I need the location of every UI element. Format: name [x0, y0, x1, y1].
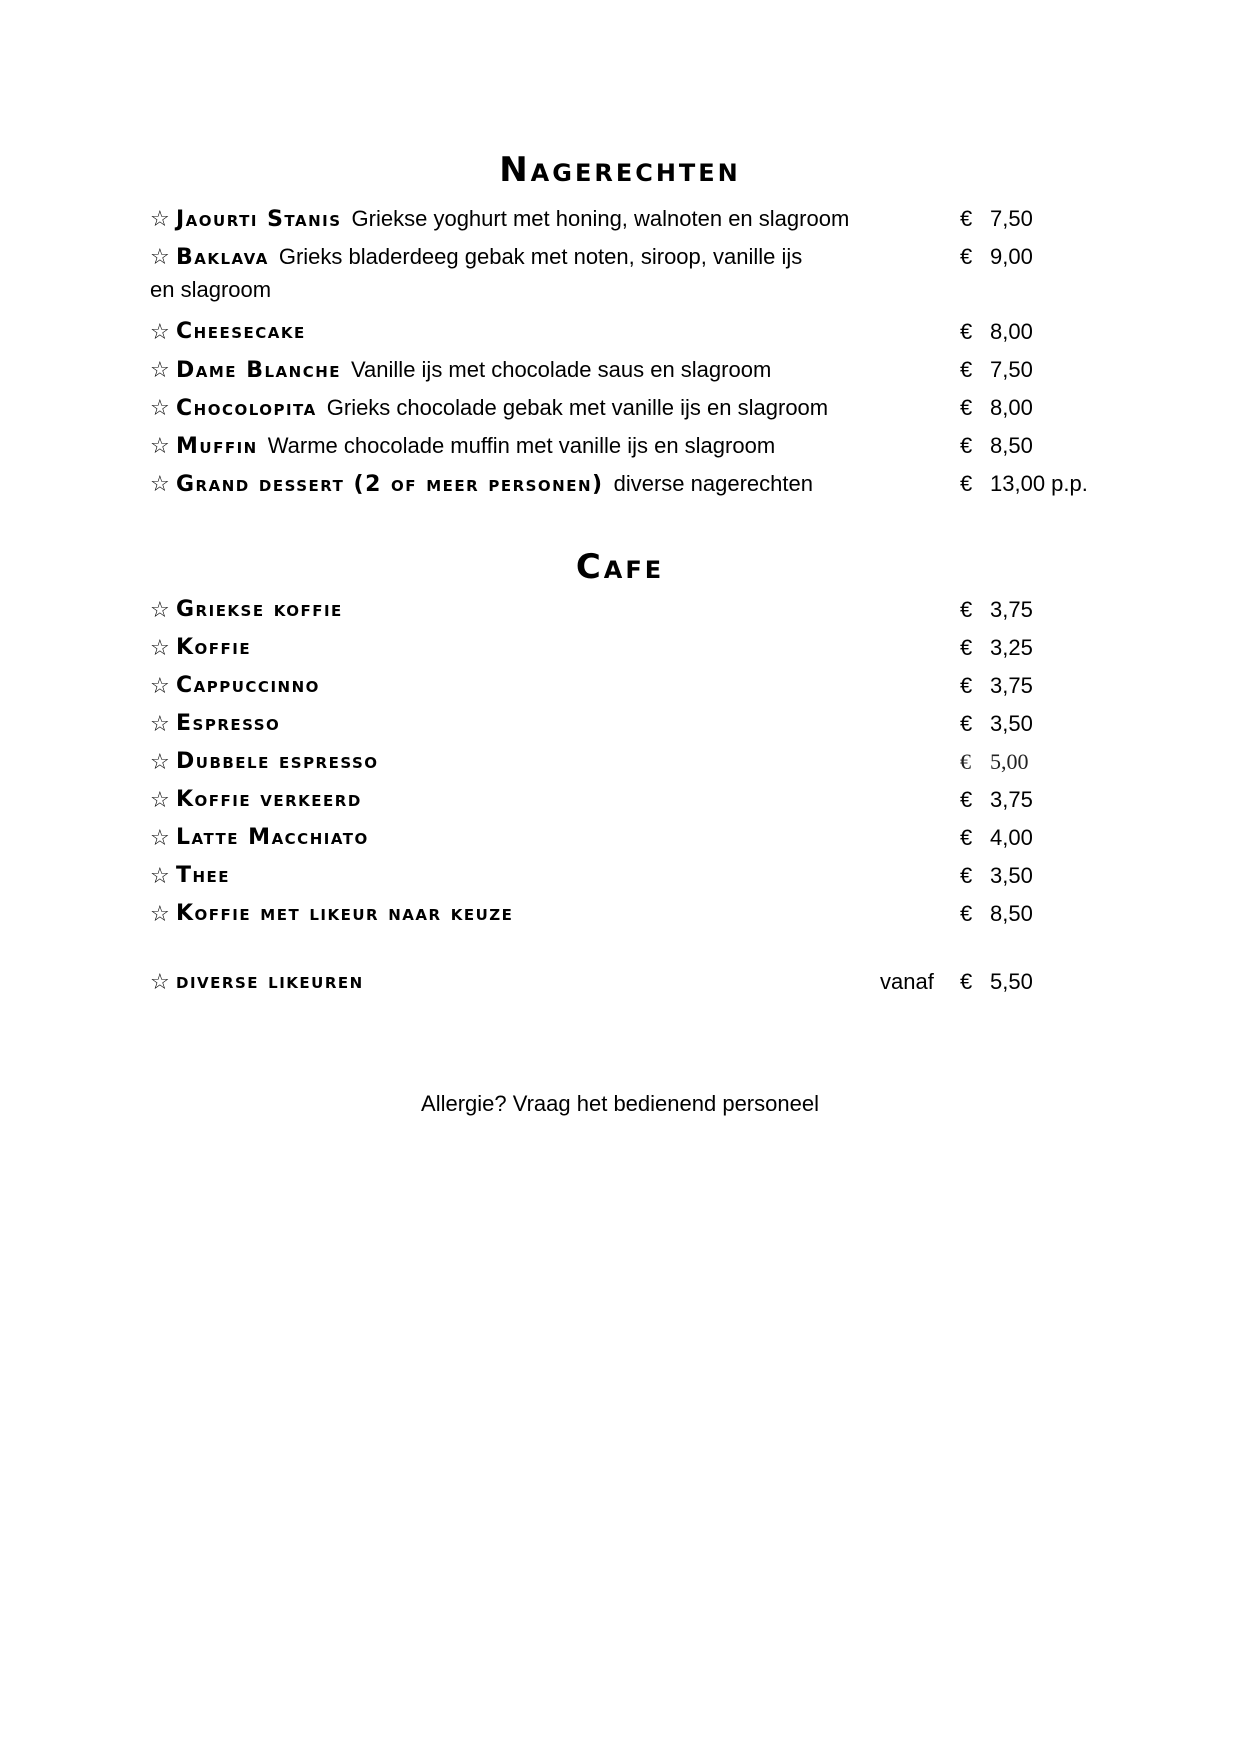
item-description: diverse nagerechten	[613, 471, 813, 496]
item-price: 3,75	[990, 787, 1033, 812]
star-icon: ☆	[150, 320, 170, 345]
menu-item	[150, 430, 1110, 464]
currency-symbol: €	[960, 901, 973, 926]
item-price: 5,50	[990, 969, 1033, 994]
item-description-continued: en slagroom	[150, 277, 272, 302]
item-description: Grieks bladerdeeg gebak met noten, siroop, vanille ijs	[278, 244, 803, 269]
star-icon: ☆	[150, 902, 170, 927]
item-name: Koffie	[176, 635, 252, 660]
item-price: 3,50	[990, 863, 1033, 888]
section-title-desserts: Nagerechten	[499, 150, 741, 190]
item-price: 3,75	[990, 673, 1033, 698]
menu-item	[150, 632, 1110, 666]
menu-item	[150, 594, 1110, 628]
currency-symbol: €	[960, 749, 971, 774]
menu-item	[150, 354, 1110, 388]
currency-symbol: €	[960, 597, 973, 622]
currency-symbol: €	[960, 471, 973, 496]
item-price: 8,50	[990, 901, 1033, 926]
star-icon: ☆	[150, 245, 170, 270]
star-icon: ☆	[150, 970, 170, 995]
menu-item	[150, 784, 1110, 818]
star-icon: ☆	[150, 712, 170, 737]
item-name: Grand dessert (2 of meer personen)	[176, 472, 604, 497]
currency-symbol: €	[960, 787, 973, 812]
item-name: Koffie met likeur naar keuze	[176, 901, 514, 926]
star-icon: ☆	[150, 636, 170, 661]
item-name: Koffie verkeerd	[176, 787, 362, 812]
menu-item	[150, 822, 1110, 856]
item-name: Jaourti Stanis	[176, 207, 342, 232]
star-icon: ☆	[150, 750, 170, 775]
item-price: 8,00	[990, 319, 1033, 344]
menu-item	[150, 860, 1110, 894]
item-name: Dubbele espresso	[176, 749, 379, 774]
item-name: Thee	[176, 863, 231, 888]
star-icon: ☆	[150, 358, 170, 383]
item-description: Griekse yoghurt met honing, walnoten en slagroom	[351, 206, 850, 231]
currency-symbol: €	[960, 673, 973, 698]
item-price: 4,00	[990, 825, 1033, 850]
item-price: 7,50	[990, 206, 1033, 231]
item-price: 5,00	[990, 749, 1029, 774]
currency-symbol: €	[960, 395, 973, 420]
item-price: 3,75	[990, 597, 1033, 622]
star-icon: ☆	[150, 434, 170, 459]
item-name: Dame Blanche	[176, 358, 342, 383]
menu-item	[150, 316, 1110, 350]
star-icon: ☆	[150, 598, 170, 623]
item-name: Chocolopita	[176, 396, 317, 421]
star-icon: ☆	[150, 674, 170, 699]
star-icon: ☆	[150, 207, 170, 232]
menu-item	[150, 203, 1110, 237]
star-icon: ☆	[150, 826, 170, 851]
item-name: Cappuccinno	[176, 673, 320, 698]
menu-item	[150, 241, 1110, 311]
menu-item	[150, 746, 1110, 780]
item-name: Latte Macchiato	[176, 825, 369, 850]
item-price: 3,50	[990, 711, 1033, 736]
item-description: Vanille ijs met chocolade saus en slagroom	[351, 357, 772, 382]
star-icon: ☆	[150, 864, 170, 889]
star-icon: ☆	[150, 472, 170, 497]
currency-symbol: €	[960, 433, 973, 458]
item-name: Baklava	[176, 245, 269, 270]
item-price: 8,50	[990, 433, 1033, 458]
item-price: 13,00 p.p.	[990, 471, 1088, 496]
allergy-note: Allergie? Vraag het bedienend personeel	[421, 1091, 819, 1116]
item-price: 9,00	[990, 244, 1033, 269]
item-description: Grieks chocolade gebak met vanille ijs en slagroom	[326, 395, 829, 420]
item-name: Muffin	[176, 434, 258, 459]
price-prefix: vanaf	[880, 969, 934, 994]
item-name: Espresso	[176, 711, 281, 736]
item-price: 3,25	[990, 635, 1033, 660]
currency-symbol: €	[960, 711, 973, 736]
item-name: Cheesecake	[176, 319, 306, 344]
star-icon: ☆	[150, 788, 170, 813]
currency-symbol: €	[960, 635, 973, 660]
menu-item	[150, 670, 1110, 704]
star-icon: ☆	[150, 396, 170, 421]
currency-symbol: €	[960, 969, 973, 994]
item-price: 8,00	[990, 395, 1033, 420]
currency-symbol: €	[960, 825, 973, 850]
menu-item	[150, 708, 1110, 742]
item-name: diverse likeuren	[176, 969, 364, 994]
item-description: Warme chocolade muffin met vanille ijs en slagroom	[267, 433, 776, 458]
currency-symbol: €	[960, 206, 973, 231]
currency-symbol: €	[960, 244, 973, 269]
item-name: Griekse koffie	[176, 597, 343, 622]
menu-item	[150, 392, 1110, 426]
menu-item-liqueurs	[150, 966, 1110, 1000]
currency-symbol: €	[960, 319, 973, 344]
menu-item	[150, 898, 1110, 932]
section-title-cafe: Cafe	[575, 547, 665, 587]
menu-item	[150, 468, 1110, 502]
currency-symbol: €	[960, 863, 973, 888]
currency-symbol: €	[960, 357, 973, 382]
item-price: 7,50	[990, 357, 1033, 382]
